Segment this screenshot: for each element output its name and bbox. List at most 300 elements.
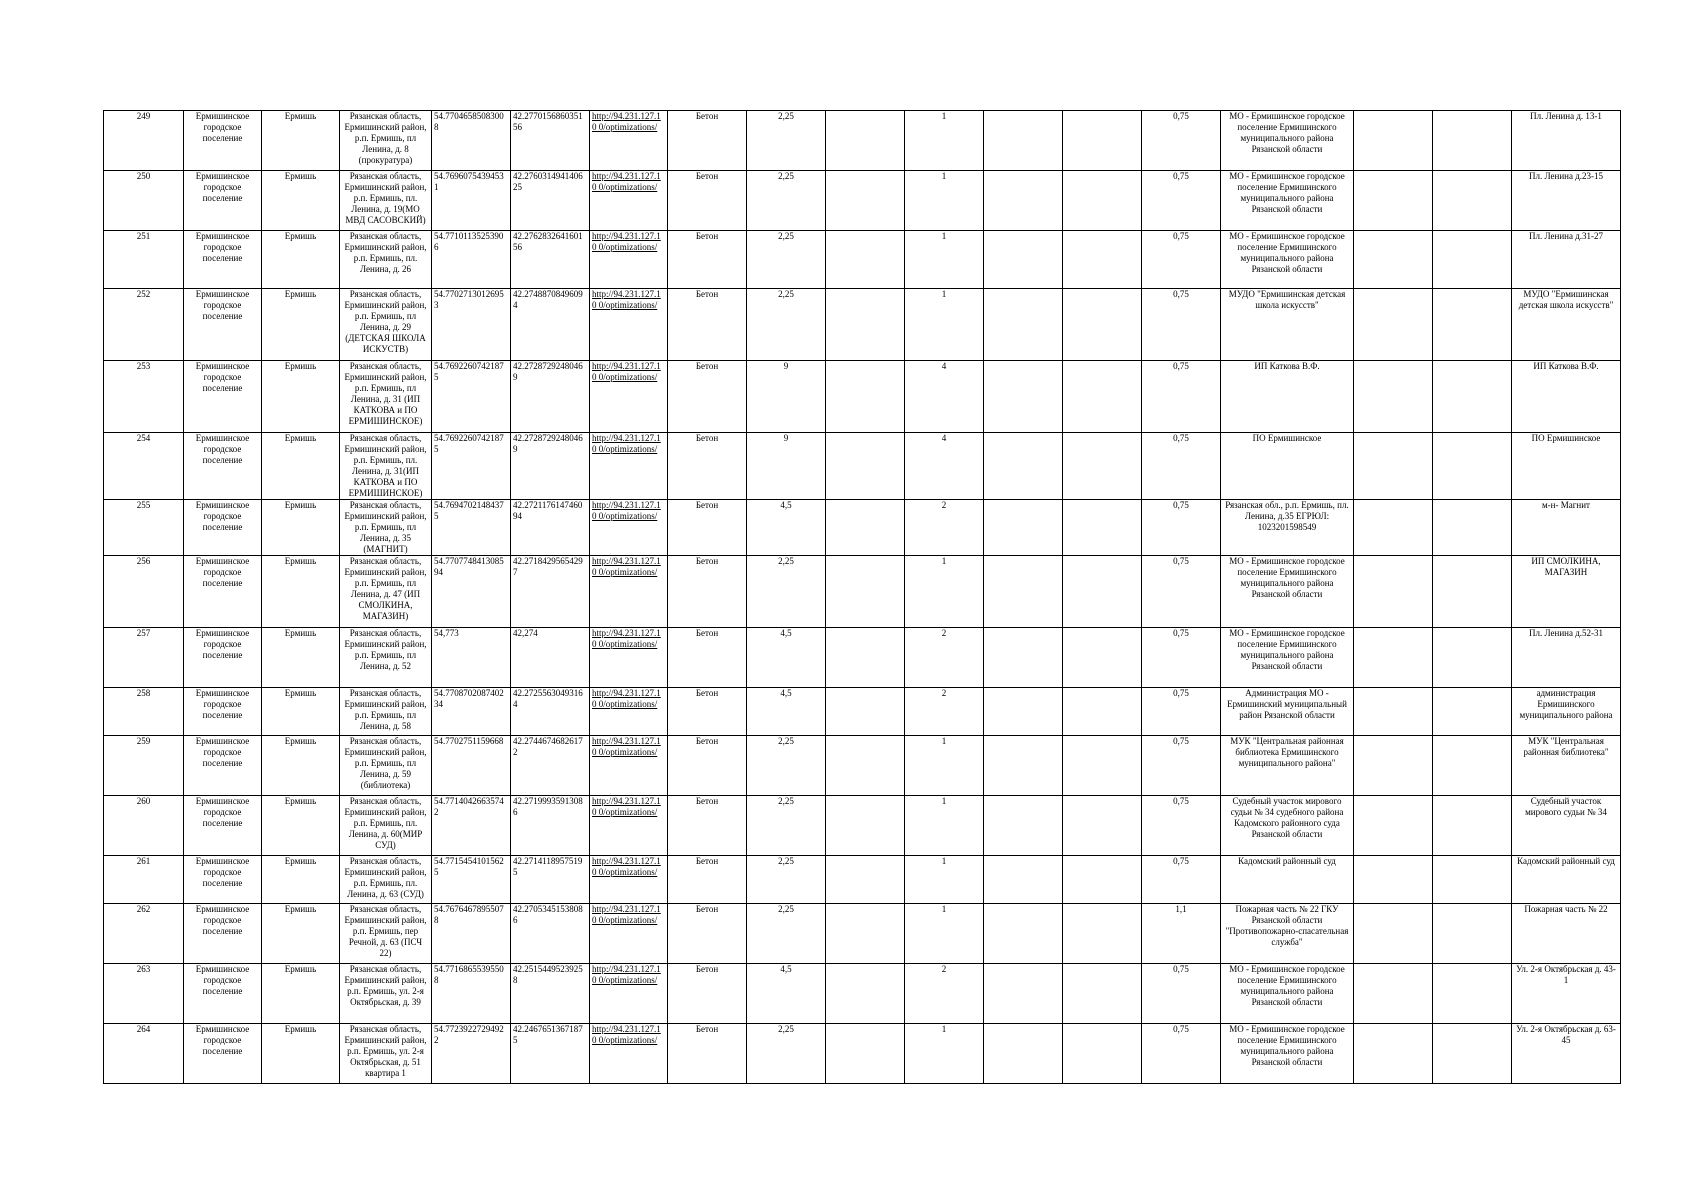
empty-cell bbox=[826, 361, 905, 433]
waste-source-cell: ПО Ермишинское bbox=[1512, 433, 1621, 500]
surface-material-cell: Бетон bbox=[668, 628, 747, 688]
container-volume-cell: 0,75 bbox=[1142, 556, 1221, 628]
empty-cell bbox=[984, 796, 1063, 856]
address-cell: Рязанская область, Ермишинский район, р.п. Ермишь, пл. Ленина, д. 26 bbox=[340, 231, 432, 289]
area-cell: 2,25 bbox=[747, 289, 826, 361]
area-cell: 2,25 bbox=[747, 1024, 826, 1084]
map-link[interactable]: http://94.231.127.10 0/optimizations/ bbox=[592, 856, 661, 877]
surface-material-cell: Бетон bbox=[668, 289, 747, 361]
empty-cell bbox=[1433, 361, 1512, 433]
address-cell: Рязанская область, Ермишинский район, р.п. Ермишь, пл Ленина, д. 47 (ИП СМОЛКИНА, МАГАЗИН) bbox=[340, 556, 432, 628]
waste-source-cell: Кадомский районный суд bbox=[1512, 856, 1621, 904]
latitude-cell: 54,773 bbox=[432, 628, 511, 688]
latitude-cell: 54.7715454101562 5 bbox=[432, 856, 511, 904]
empty-cell bbox=[1433, 111, 1512, 171]
empty-cell bbox=[826, 688, 905, 736]
container-count-cell: 4 bbox=[905, 361, 984, 433]
table-row bbox=[104, 964, 1621, 1024]
address-cell: Рязанская область, Ермишинский район, р.п. Ермишь, пер Речной, д. 63 (ПСЧ 22) bbox=[340, 904, 432, 964]
address-cell: Рязанская область, Ермишинский район, р.п. Ермишь, пл. Ленина, д. 31(ИП КАТКОВА и ПО ЕРМИШИНСКОЕ) bbox=[340, 433, 432, 500]
table-row bbox=[104, 111, 1621, 171]
row-number-cell: 263 bbox=[104, 964, 184, 1024]
empty-cell bbox=[826, 856, 905, 904]
surface-material-cell: Бетон bbox=[668, 111, 747, 171]
row-number-cell: 258 bbox=[104, 688, 184, 736]
row-number-cell: 253 bbox=[104, 361, 184, 433]
waste-source-cell: администрация Ермишинского муниципального района bbox=[1512, 688, 1621, 736]
address-cell: Рязанская область, Ермишинский район, р.п. Ермишь, пл Ленина, д. 35 (МАГНИТ) bbox=[340, 500, 432, 556]
locality-cell: Ермишь bbox=[262, 796, 340, 856]
empty-cell bbox=[1433, 628, 1512, 688]
map-link-cell bbox=[590, 688, 668, 736]
empty-cell bbox=[1433, 500, 1512, 556]
container-count-cell: 1 bbox=[905, 736, 984, 796]
waste-source-cell: м-н- Магнит bbox=[1512, 500, 1621, 556]
empty-cell bbox=[984, 736, 1063, 796]
map-link-cell bbox=[590, 171, 668, 231]
area-cell: 4,5 bbox=[747, 628, 826, 688]
container-count-cell: 2 bbox=[905, 500, 984, 556]
map-link-cell bbox=[590, 796, 668, 856]
map-link-cell bbox=[590, 904, 668, 964]
table-row bbox=[104, 688, 1621, 736]
container-count-cell: 1 bbox=[905, 231, 984, 289]
empty-cell bbox=[1354, 736, 1433, 796]
map-link[interactable]: http://94.231.127.10 0/optimizations/ bbox=[592, 628, 661, 649]
map-link-cell bbox=[590, 556, 668, 628]
settlement-cell: Ермишинское городское поселение bbox=[184, 111, 262, 171]
empty-cell bbox=[826, 1024, 905, 1084]
locality-cell: Ермишь bbox=[262, 964, 340, 1024]
settlement-cell: Ермишинское городское поселение bbox=[184, 736, 262, 796]
container-count-cell: 1 bbox=[905, 111, 984, 171]
empty-cell bbox=[826, 964, 905, 1024]
address-cell: Рязанская область, Ермишинский район, р.п. Ермишь, пл. Ленина, д. 19(МО МВД САСОВСКИЙ) bbox=[340, 171, 432, 231]
map-link[interactable]: http://94.231.127.10 0/optimizations/ bbox=[592, 171, 661, 192]
table-row bbox=[104, 361, 1621, 433]
empty-cell bbox=[826, 796, 905, 856]
row-number-cell: 259 bbox=[104, 736, 184, 796]
map-link[interactable]: http://94.231.127.10 0/optimizations/ bbox=[592, 500, 661, 521]
latitude-cell: 54.7704658508300 8 bbox=[432, 111, 511, 171]
container-count-cell: 4 bbox=[905, 433, 984, 500]
empty-cell bbox=[1063, 111, 1142, 171]
waste-source-cell: Пожарная часть № 22 bbox=[1512, 904, 1621, 964]
empty-cell bbox=[1433, 433, 1512, 500]
empty-cell bbox=[1354, 856, 1433, 904]
container-count-cell: 1 bbox=[905, 171, 984, 231]
empty-cell bbox=[1063, 556, 1142, 628]
owner-cell: МО - Ермишинское городское поселение Ермишинского муниципального района Рязанской области bbox=[1221, 964, 1354, 1024]
table-row bbox=[104, 736, 1621, 796]
empty-cell bbox=[984, 904, 1063, 964]
empty-cell bbox=[1433, 231, 1512, 289]
empty-cell bbox=[826, 500, 905, 556]
container-volume-cell: 0,75 bbox=[1142, 688, 1221, 736]
latitude-cell: 54.7723922729492 2 bbox=[432, 1024, 511, 1084]
latitude-cell: 54.7676467895507 8 bbox=[432, 904, 511, 964]
owner-cell: Кадомский районный суд bbox=[1221, 856, 1354, 904]
address-cell: Рязанская область, Ермишинский район, р.п. Ермишь, пл Ленина, д. 8 (прокуратура) bbox=[340, 111, 432, 171]
surface-material-cell: Бетон bbox=[668, 231, 747, 289]
empty-cell bbox=[1354, 904, 1433, 964]
latitude-cell: 54.7716865539550 8 bbox=[432, 964, 511, 1024]
longitude-cell: 42.2515449523925 8 bbox=[511, 964, 590, 1024]
address-cell: Рязанская область, Ермишинский район, р.п. Ермишь, пл. Ленина, д. 60(МИР СУД) bbox=[340, 796, 432, 856]
settlement-cell: Ермишинское городское поселение bbox=[184, 856, 262, 904]
settlement-cell: Ермишинское городское поселение bbox=[184, 628, 262, 688]
area-cell: 2,25 bbox=[747, 904, 826, 964]
row-number-cell: 264 bbox=[104, 1024, 184, 1084]
row-number-cell: 249 bbox=[104, 111, 184, 171]
waste-source-cell: Судебный участок мирового судьи № 34 bbox=[1512, 796, 1621, 856]
owner-cell: МО - Ермишинское городское поселение Ермишинского муниципального района Рязанской области bbox=[1221, 171, 1354, 231]
empty-cell bbox=[984, 500, 1063, 556]
map-link[interactable]: http://94.231.127.10 0/optimizations/ bbox=[592, 433, 661, 454]
area-cell: 9 bbox=[747, 361, 826, 433]
table-row bbox=[104, 231, 1621, 289]
locality-cell: Ермишь bbox=[262, 736, 340, 796]
locality-cell: Ермишь bbox=[262, 688, 340, 736]
locality-cell: Ермишь bbox=[262, 904, 340, 964]
container-volume-cell: 0,75 bbox=[1142, 361, 1221, 433]
map-link[interactable]: http://94.231.127.10 0/optimizations/ bbox=[592, 289, 661, 310]
area-cell: 4,5 bbox=[747, 964, 826, 1024]
empty-cell bbox=[1354, 433, 1433, 500]
map-link[interactable]: http://94.231.127.10 0/optimizations/ bbox=[592, 556, 661, 577]
container-volume-cell: 0,75 bbox=[1142, 231, 1221, 289]
empty-cell bbox=[826, 736, 905, 796]
table-row bbox=[104, 171, 1621, 231]
empty-cell bbox=[1063, 736, 1142, 796]
longitude-cell: 42.2705345153808 6 bbox=[511, 904, 590, 964]
locality-cell: Ермишь bbox=[262, 856, 340, 904]
settlement-cell: Ермишинское городское поселение bbox=[184, 433, 262, 500]
surface-material-cell: Бетон bbox=[668, 964, 747, 1024]
longitude-cell: 42.2719993591308 6 bbox=[511, 796, 590, 856]
map-link-cell bbox=[590, 1024, 668, 1084]
empty-cell bbox=[1354, 688, 1433, 736]
surface-material-cell: Бетон bbox=[668, 1024, 747, 1084]
empty-cell bbox=[1063, 171, 1142, 231]
address-cell: Рязанская область, Ермишинский район, р.п. Ермишь, пл Ленина, д. 58 bbox=[340, 688, 432, 736]
empty-cell bbox=[826, 231, 905, 289]
longitude-cell: 42.2728729248046 9 bbox=[511, 433, 590, 500]
container-volume-cell: 0,75 bbox=[1142, 964, 1221, 1024]
waste-source-cell: Ул. 2-я Октябрьская д. 63-45 bbox=[1512, 1024, 1621, 1084]
settlement-cell: Ермишинское городское поселение bbox=[184, 796, 262, 856]
empty-cell bbox=[1354, 628, 1433, 688]
table-row bbox=[104, 289, 1621, 361]
empty-cell bbox=[1063, 856, 1142, 904]
table-row bbox=[104, 1024, 1621, 1084]
row-number-cell: 251 bbox=[104, 231, 184, 289]
area-cell: 9 bbox=[747, 433, 826, 500]
map-link-cell bbox=[590, 500, 668, 556]
empty-cell bbox=[984, 289, 1063, 361]
settlement-cell: Ермишинское городское поселение bbox=[184, 500, 262, 556]
waste-source-cell: ИП СМОЛКИНА, МАГАЗИН bbox=[1512, 556, 1621, 628]
empty-cell bbox=[1433, 964, 1512, 1024]
settlement-cell: Ермишинское городское поселение bbox=[184, 289, 262, 361]
waste-source-cell: Ул. 2-я Октябрьская д. 43-1 bbox=[1512, 964, 1621, 1024]
container-volume-cell: 0,75 bbox=[1142, 1024, 1221, 1084]
settlement-cell: Ермишинское городское поселение bbox=[184, 904, 262, 964]
surface-material-cell: Бетон bbox=[668, 796, 747, 856]
latitude-cell: 54.7696075439453 1 bbox=[432, 171, 511, 231]
empty-cell bbox=[984, 361, 1063, 433]
owner-cell: МУДО "Ермишинская детская школа искусств" bbox=[1221, 289, 1354, 361]
container-count-cell: 2 bbox=[905, 628, 984, 688]
empty-cell bbox=[1354, 796, 1433, 856]
map-link[interactable]: http://94.231.127.10 0/optimizations/ bbox=[592, 231, 661, 252]
latitude-cell: 54.7692260742187 5 bbox=[432, 433, 511, 500]
settlement-cell: Ермишинское городское поселение bbox=[184, 688, 262, 736]
waste-source-cell: Пл. Ленина д.52-31 bbox=[1512, 628, 1621, 688]
area-cell: 4,5 bbox=[747, 688, 826, 736]
address-cell: Рязанская область, Ермишинский район, р.п. Ермишь, пл Ленина, д. 52 bbox=[340, 628, 432, 688]
owner-cell: МУК "Центральная районная библиотека Ермишинского муниципального района" bbox=[1221, 736, 1354, 796]
latitude-cell: 54.7692260742187 5 bbox=[432, 361, 511, 433]
empty-cell bbox=[1354, 1024, 1433, 1084]
map-link-cell bbox=[590, 736, 668, 796]
area-cell: 2,25 bbox=[747, 171, 826, 231]
container-count-cell: 1 bbox=[905, 556, 984, 628]
address-cell: Рязанская область, Ермишинский район, р.п. Ермишь, ул. 2-я Октябрьская, д. 39 bbox=[340, 964, 432, 1024]
map-link[interactable]: http://94.231.127.10 0/optimizations/ bbox=[592, 688, 661, 709]
area-cell: 2,25 bbox=[747, 556, 826, 628]
empty-cell bbox=[826, 433, 905, 500]
map-link-cell bbox=[590, 433, 668, 500]
owner-cell: Рязанская обл., р.п. Ермишь, пл. Ленина, д.35 ЕГРЮЛ: 1023201598549 bbox=[1221, 500, 1354, 556]
container-count-cell: 1 bbox=[905, 796, 984, 856]
latitude-cell: 54.7702713012695 3 bbox=[432, 289, 511, 361]
map-link-cell bbox=[590, 856, 668, 904]
latitude-cell: 54.7708702087402 34 bbox=[432, 688, 511, 736]
longitude-cell: 42.2762832641601 56 bbox=[511, 231, 590, 289]
area-cell: 2,25 bbox=[747, 856, 826, 904]
address-cell: Рязанская область, Ермишинский район, р.п. Ермишь, пл Ленина, д. 59 (библиотека) bbox=[340, 736, 432, 796]
locality-cell: Ермишь bbox=[262, 556, 340, 628]
surface-material-cell: Бетон bbox=[668, 904, 747, 964]
table-row bbox=[104, 500, 1621, 556]
container-volume-cell: 0,75 bbox=[1142, 736, 1221, 796]
owner-cell: МО - Ермишинское городское поселение Ермишинского муниципального района Рязанской области bbox=[1221, 231, 1354, 289]
empty-cell bbox=[1354, 556, 1433, 628]
map-link-cell bbox=[590, 111, 668, 171]
container-volume-cell: 0,75 bbox=[1142, 500, 1221, 556]
owner-cell: МО - Ермишинское городское поселение Ермишинского муниципального района Рязанской области bbox=[1221, 1024, 1354, 1084]
empty-cell bbox=[984, 1024, 1063, 1084]
row-number-cell: 252 bbox=[104, 289, 184, 361]
surface-material-cell: Бетон bbox=[668, 500, 747, 556]
container-volume-cell: 0,75 bbox=[1142, 796, 1221, 856]
longitude-cell: 42.2748870849609 4 bbox=[511, 289, 590, 361]
map-link-cell bbox=[590, 628, 668, 688]
address-cell: Рязанская область, Ермишинский район, р.п. Ермишь, пл. Ленина, д. 63 (СУД) bbox=[340, 856, 432, 904]
longitude-cell: 42.2770156860351 56 bbox=[511, 111, 590, 171]
settlement-cell: Ермишинское городское поселение bbox=[184, 1024, 262, 1084]
map-link[interactable]: http://94.231.127.10 0/optimizations/ bbox=[592, 1024, 661, 1045]
container-volume-cell: 0,75 bbox=[1142, 433, 1221, 500]
table-row bbox=[104, 628, 1621, 688]
address-cell: Рязанская область, Ермишинский район, р.п. Ермишь, ул. 2-я Октябрьская, д. 51 квартира 1 bbox=[340, 1024, 432, 1084]
empty-cell bbox=[826, 556, 905, 628]
empty-cell bbox=[826, 628, 905, 688]
map-link[interactable]: http://94.231.127.10 0/optimizations/ bbox=[592, 736, 661, 757]
empty-cell bbox=[984, 628, 1063, 688]
empty-cell bbox=[1433, 289, 1512, 361]
empty-cell bbox=[1063, 231, 1142, 289]
map-link-cell bbox=[590, 361, 668, 433]
locality-cell: Ермишь bbox=[262, 171, 340, 231]
registry-table bbox=[103, 110, 1621, 1084]
empty-cell bbox=[1433, 856, 1512, 904]
settlement-cell: Ермишинское городское поселение bbox=[184, 231, 262, 289]
empty-cell bbox=[1354, 111, 1433, 171]
map-link-cell bbox=[590, 231, 668, 289]
latitude-cell: 54.7707748413085 94 bbox=[432, 556, 511, 628]
owner-cell: Администрация МО - Ермишинский муниципальный район Рязанской области bbox=[1221, 688, 1354, 736]
locality-cell: Ермишь bbox=[262, 433, 340, 500]
longitude-cell: 42.2721176147460 94 bbox=[511, 500, 590, 556]
empty-cell bbox=[1063, 796, 1142, 856]
empty-cell bbox=[1354, 361, 1433, 433]
container-count-cell: 1 bbox=[905, 1024, 984, 1084]
map-link-cell bbox=[590, 289, 668, 361]
empty-cell bbox=[1063, 361, 1142, 433]
empty-cell bbox=[826, 289, 905, 361]
empty-cell bbox=[1063, 628, 1142, 688]
waste-source-cell: Пл. Ленина д.31-27 bbox=[1512, 231, 1621, 289]
empty-cell bbox=[826, 904, 905, 964]
owner-cell: МО - Ермишинское городское поселение Ермишинского муниципального района Рязанской области bbox=[1221, 111, 1354, 171]
address-cell: Рязанская область, Ермишинский район, р.п. Ермишь, пл Ленина, д. 31 (ИП КАТКОВА и ПО ЕРМИШИНСКОЕ) bbox=[340, 361, 432, 433]
settlement-cell: Ермишинское городское поселение bbox=[184, 556, 262, 628]
empty-cell bbox=[984, 556, 1063, 628]
empty-cell bbox=[1433, 736, 1512, 796]
area-cell: 2,25 bbox=[747, 231, 826, 289]
locality-cell: Ермишь bbox=[262, 231, 340, 289]
address-cell: Рязанская область, Ермишинский район, р.п. Ермишь, пл Ленина, д. 29 (ДЕТСКАЯ ШКОЛА ИСКУСТВ) bbox=[340, 289, 432, 361]
empty-cell bbox=[1433, 171, 1512, 231]
surface-material-cell: Бетон bbox=[668, 171, 747, 231]
container-volume-cell: 0,75 bbox=[1142, 289, 1221, 361]
empty-cell bbox=[1433, 556, 1512, 628]
empty-cell bbox=[1063, 433, 1142, 500]
latitude-cell: 54.7694702148437 5 bbox=[432, 500, 511, 556]
owner-cell: МО - Ермишинское городское поселение Ермишинского муниципального района Рязанской области bbox=[1221, 556, 1354, 628]
locality-cell: Ермишь bbox=[262, 628, 340, 688]
table-body bbox=[104, 111, 1621, 1084]
map-link[interactable]: http://94.231.127.10 0/optimizations/ bbox=[592, 361, 661, 382]
longitude-cell: 42.2714118957519 5 bbox=[511, 856, 590, 904]
locality-cell: Ермишь bbox=[262, 361, 340, 433]
empty-cell bbox=[1063, 904, 1142, 964]
empty-cell bbox=[1354, 171, 1433, 231]
empty-cell bbox=[984, 231, 1063, 289]
empty-cell bbox=[1354, 500, 1433, 556]
latitude-cell: 54.7702751159668 bbox=[432, 736, 511, 796]
table-row bbox=[104, 433, 1621, 500]
settlement-cell: Ермишинское городское поселение bbox=[184, 171, 262, 231]
empty-cell bbox=[1063, 1024, 1142, 1084]
surface-material-cell: Бетон bbox=[668, 361, 747, 433]
container-count-cell: 2 bbox=[905, 688, 984, 736]
owner-cell: Судебный участок мирового судьи № 34 судебного района Кадомского районного суда Рязанской области bbox=[1221, 796, 1354, 856]
owner-cell: ИП Каткова В.Ф. bbox=[1221, 361, 1354, 433]
owner-cell: ПО Ермишинское bbox=[1221, 433, 1354, 500]
surface-material-cell: Бетон bbox=[668, 433, 747, 500]
area-cell: 2,25 bbox=[747, 796, 826, 856]
longitude-cell: 42.2760314941406 25 bbox=[511, 171, 590, 231]
empty-cell bbox=[984, 111, 1063, 171]
longitude-cell: 42.2725563049316 4 bbox=[511, 688, 590, 736]
map-link[interactable]: http://94.231.127.10 0/optimizations/ bbox=[592, 796, 661, 817]
area-cell: 2,25 bbox=[747, 111, 826, 171]
surface-material-cell: Бетон bbox=[668, 736, 747, 796]
latitude-cell: 54.7714042663574 2 bbox=[432, 796, 511, 856]
empty-cell bbox=[984, 171, 1063, 231]
locality-cell: Ермишь bbox=[262, 111, 340, 171]
locality-cell: Ермишь bbox=[262, 500, 340, 556]
latitude-cell: 54.7710113525390 6 bbox=[432, 231, 511, 289]
empty-cell bbox=[984, 964, 1063, 1024]
longitude-cell: 42.2744674682617 2 bbox=[511, 736, 590, 796]
empty-cell bbox=[1433, 688, 1512, 736]
row-number-cell: 260 bbox=[104, 796, 184, 856]
empty-cell bbox=[984, 856, 1063, 904]
row-number-cell: 250 bbox=[104, 171, 184, 231]
empty-cell bbox=[984, 433, 1063, 500]
longitude-cell: 42.2728729248046 9 bbox=[511, 361, 590, 433]
locality-cell: Ермишь bbox=[262, 1024, 340, 1084]
waste-source-cell: ИП Каткова В.Ф. bbox=[1512, 361, 1621, 433]
empty-cell bbox=[1354, 964, 1433, 1024]
container-volume-cell: 0,75 bbox=[1142, 111, 1221, 171]
empty-cell bbox=[1063, 688, 1142, 736]
waste-source-cell: Пл. Ленина д. 13-1 bbox=[1512, 111, 1621, 171]
container-count-cell: 1 bbox=[905, 856, 984, 904]
container-count-cell: 2 bbox=[905, 964, 984, 1024]
locality-cell: Ермишь bbox=[262, 289, 340, 361]
area-cell: 4,5 bbox=[747, 500, 826, 556]
empty-cell bbox=[826, 111, 905, 171]
row-number-cell: 254 bbox=[104, 433, 184, 500]
table-row bbox=[104, 796, 1621, 856]
empty-cell bbox=[1433, 1024, 1512, 1084]
empty-cell bbox=[1063, 964, 1142, 1024]
row-number-cell: 255 bbox=[104, 500, 184, 556]
row-number-cell: 256 bbox=[104, 556, 184, 628]
row-number-cell: 262 bbox=[104, 904, 184, 964]
surface-material-cell: Бетон bbox=[668, 688, 747, 736]
empty-cell bbox=[984, 688, 1063, 736]
area-cell: 2,25 bbox=[747, 736, 826, 796]
empty-cell bbox=[1063, 500, 1142, 556]
map-link[interactable]: http://94.231.127.10 0/optimizations/ bbox=[592, 964, 661, 985]
empty-cell bbox=[1433, 904, 1512, 964]
empty-cell bbox=[826, 171, 905, 231]
map-link[interactable]: http://94.231.127.10 0/optimizations/ bbox=[592, 904, 661, 925]
table-row bbox=[104, 556, 1621, 628]
empty-cell bbox=[1433, 796, 1512, 856]
container-count-cell: 1 bbox=[905, 289, 984, 361]
map-link[interactable]: http://94.231.127.10 0/optimizations/ bbox=[592, 111, 661, 132]
owner-cell: МО - Ермишинское городское поселение Ермишинского муниципального района Рязанской области bbox=[1221, 628, 1354, 688]
map-link-cell bbox=[590, 964, 668, 1024]
table-row bbox=[104, 856, 1621, 904]
